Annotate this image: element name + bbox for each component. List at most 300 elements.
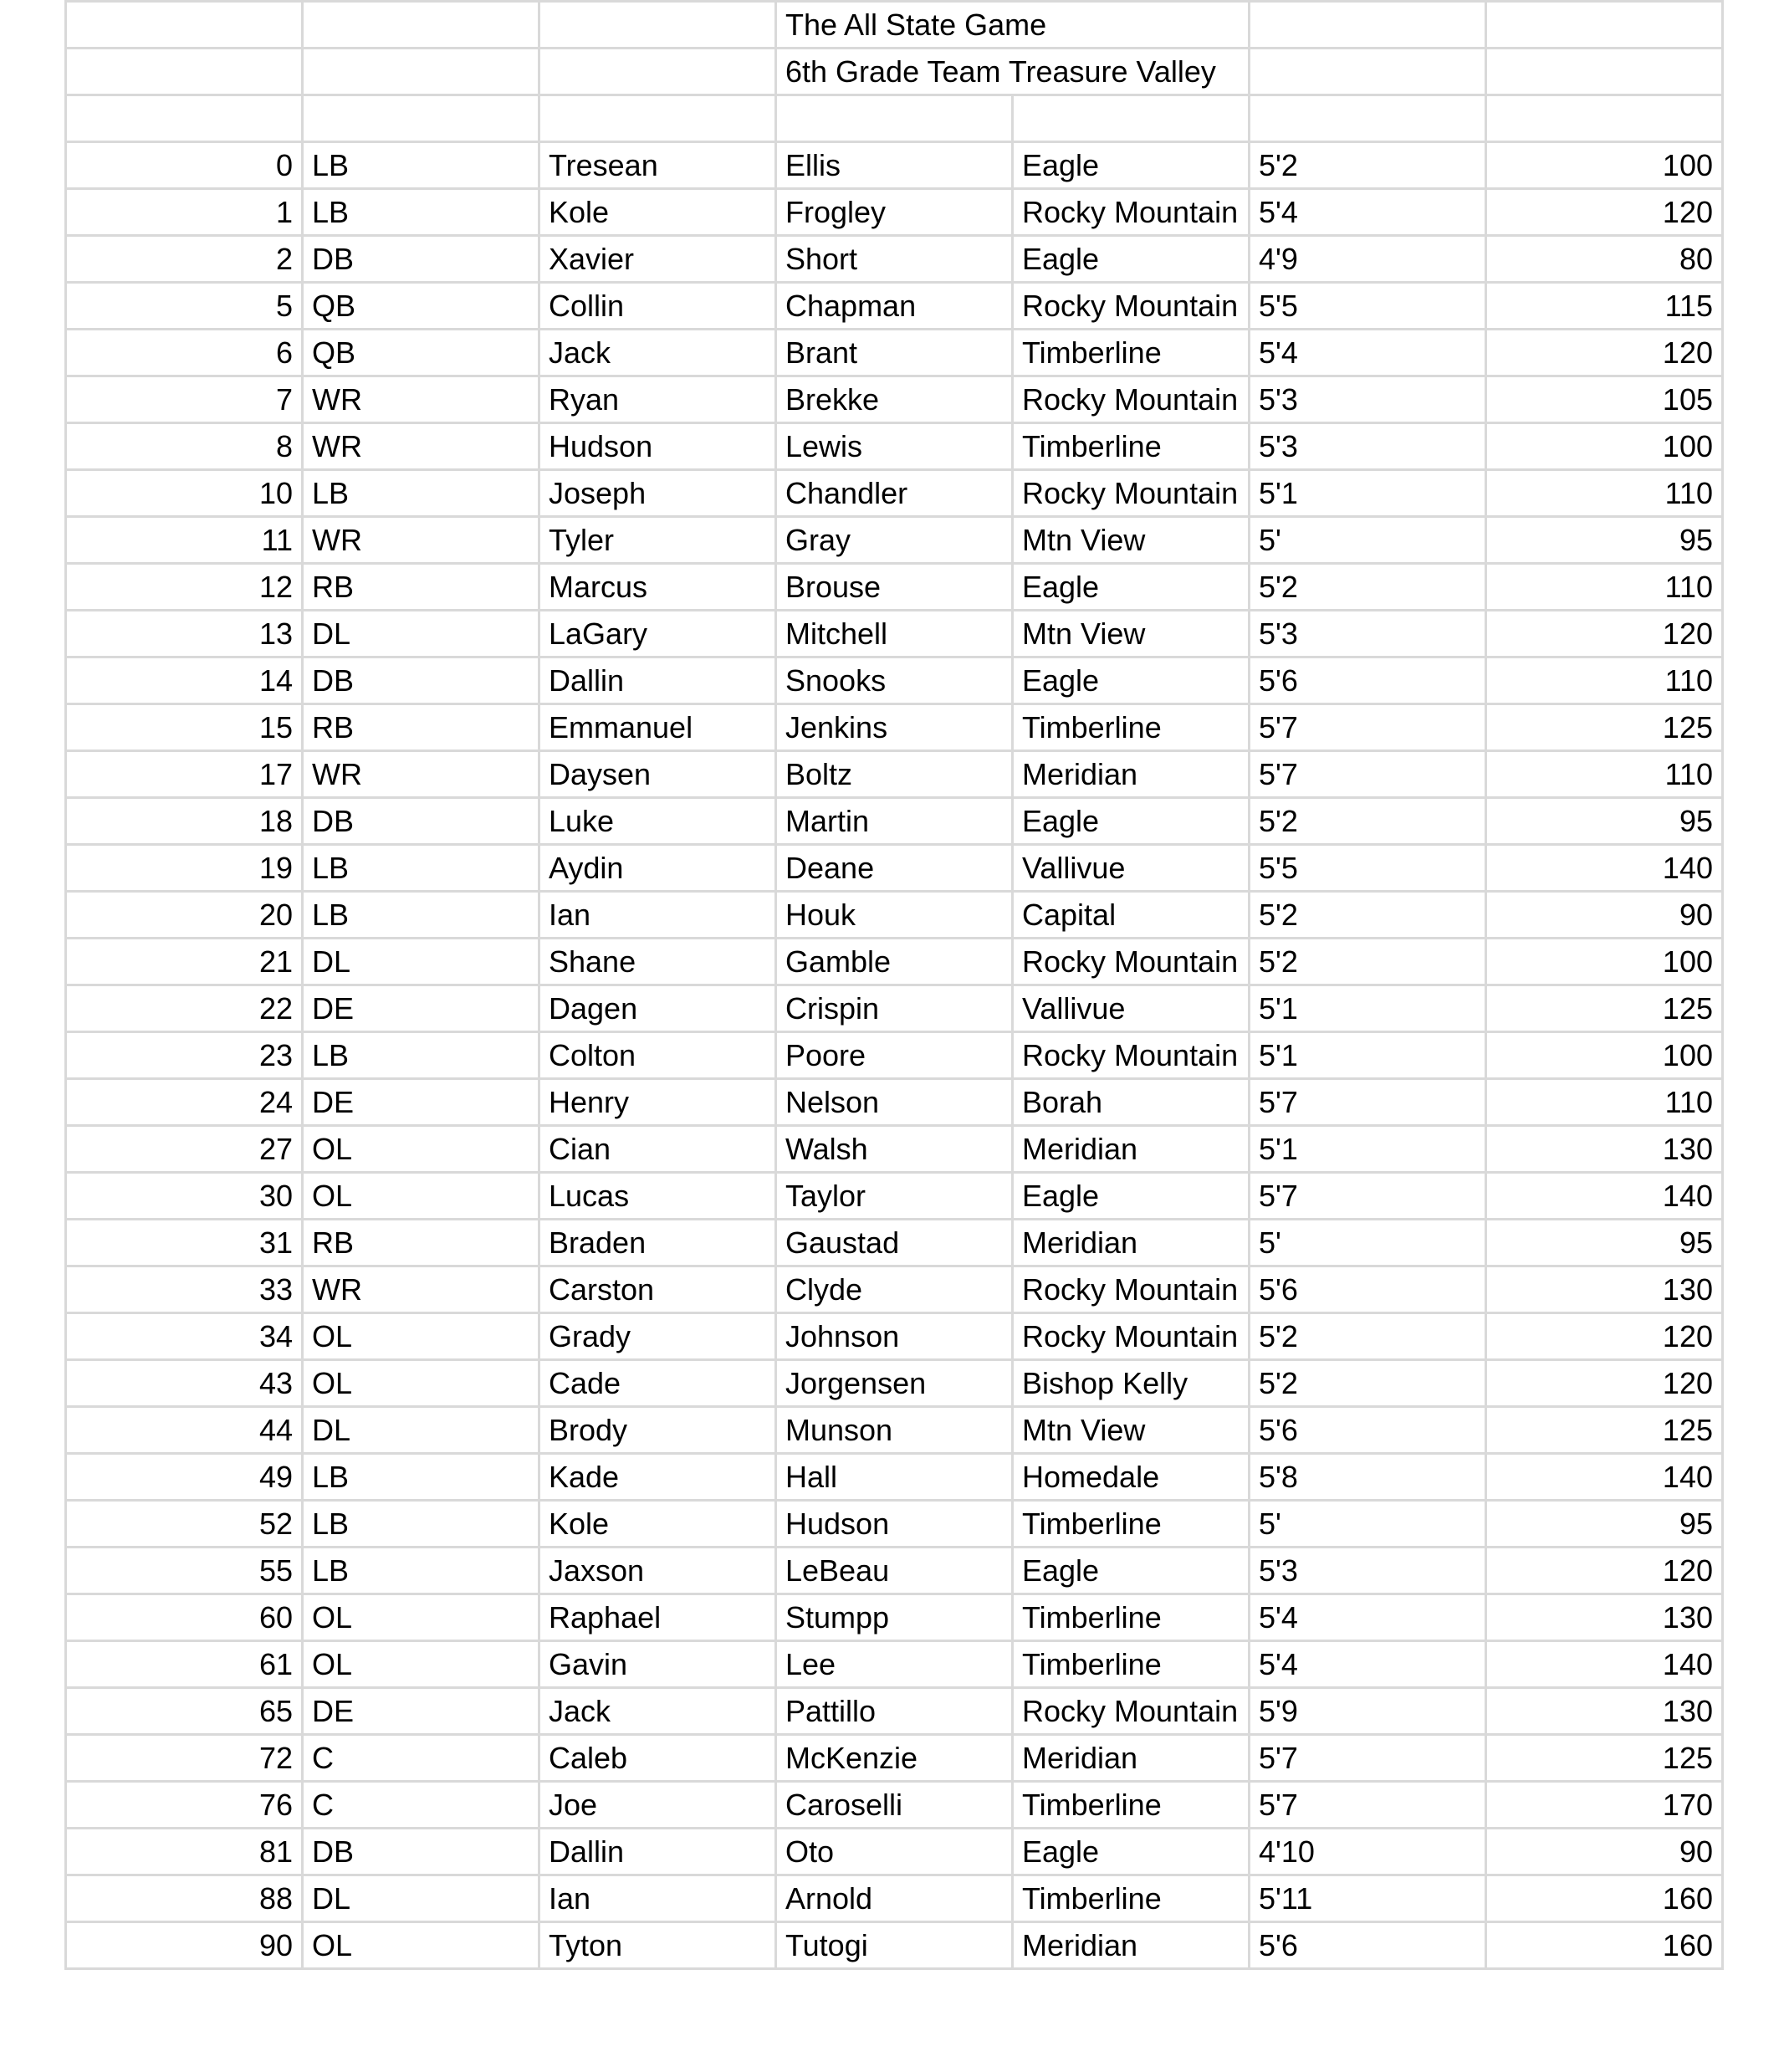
cell-school[interactable]: Meridian (1013, 1220, 1250, 1266)
cell-first-name[interactable]: Tresean (539, 142, 776, 189)
cell-last-name[interactable]: LeBeau (776, 1548, 1013, 1594)
cell-first-name[interactable]: Kole (539, 189, 776, 236)
cell-school[interactable]: Eagle (1013, 657, 1250, 704)
cell-first-name[interactable]: Marcus (539, 564, 776, 611)
cell-weight[interactable]: 90 (1486, 1829, 1723, 1875)
cell-first-name[interactable]: Joseph (539, 470, 776, 517)
cell-weight[interactable]: 140 (1486, 1173, 1723, 1220)
cell-jersey-number[interactable]: 2 (66, 236, 303, 283)
cell-last-name[interactable]: Chandler (776, 470, 1013, 517)
cell-weight[interactable]: 95 (1486, 1501, 1723, 1548)
cell-school[interactable]: Vallivue (1013, 985, 1250, 1032)
cell-first-name[interactable]: Kole (539, 1501, 776, 1548)
cell-last-name[interactable]: Gamble (776, 939, 1013, 985)
cell-weight[interactable]: 125 (1486, 985, 1723, 1032)
cell-height[interactable]: 5'6 (1250, 1922, 1486, 1969)
cell-school[interactable]: Rocky Mountain (1013, 1688, 1250, 1735)
cell-last-name[interactable]: Hall (776, 1454, 1013, 1501)
cell-jersey-number[interactable]: 19 (66, 845, 303, 892)
cell-position[interactable]: LB (303, 845, 539, 892)
cell-height[interactable]: 5'3 (1250, 376, 1486, 423)
cell-jersey-number[interactable]: 13 (66, 611, 303, 657)
cell-jersey-number[interactable]: 44 (66, 1407, 303, 1454)
cell-weight[interactable]: 130 (1486, 1688, 1723, 1735)
cell[interactable] (1486, 2, 1723, 49)
cell-height[interactable]: 5'2 (1250, 939, 1486, 985)
cell-last-name[interactable]: Boltz (776, 751, 1013, 798)
cell[interactable] (1250, 95, 1486, 142)
cell-jersey-number[interactable]: 12 (66, 564, 303, 611)
cell-first-name[interactable]: Lucas (539, 1173, 776, 1220)
cell[interactable] (1250, 49, 1486, 95)
cell-weight[interactable]: 140 (1486, 845, 1723, 892)
cell-school[interactable]: Mtn View (1013, 611, 1250, 657)
cell-position[interactable]: WR (303, 517, 539, 564)
cell-school[interactable]: Rocky Mountain (1013, 189, 1250, 236)
cell[interactable] (539, 49, 776, 95)
cell-first-name[interactable]: Raphael (539, 1594, 776, 1641)
cell-last-name[interactable]: Brekke (776, 376, 1013, 423)
table-row (66, 330, 1723, 376)
cell-weight[interactable]: 95 (1486, 1220, 1723, 1266)
cell-jersey-number[interactable]: 23 (66, 1032, 303, 1079)
cell-position[interactable]: OL (303, 1922, 539, 1969)
cell-position[interactable]: DB (303, 236, 539, 283)
sheet-subtitle[interactable]: 6th Grade Team Treasure Valley (776, 49, 1250, 95)
cell-first-name[interactable]: Xavier (539, 236, 776, 283)
cell-last-name[interactable]: McKenzie (776, 1735, 1013, 1782)
table-row (66, 1032, 1723, 1079)
cell-first-name[interactable]: Ryan (539, 376, 776, 423)
cell-jersey-number[interactable]: 33 (66, 1266, 303, 1313)
cell-school[interactable]: Timberline (1013, 1594, 1250, 1641)
cell-last-name[interactable]: Chapman (776, 283, 1013, 330)
cell-height[interactable]: 4'9 (1250, 236, 1486, 283)
cell-height[interactable]: 5'2 (1250, 798, 1486, 845)
cell[interactable] (539, 2, 776, 49)
cell-weight[interactable]: 120 (1486, 1313, 1723, 1360)
cell-jersey-number[interactable]: 18 (66, 798, 303, 845)
cell-school[interactable]: Mtn View (1013, 1407, 1250, 1454)
cell-position[interactable]: LB (303, 1454, 539, 1501)
cell-last-name[interactable]: Walsh (776, 1126, 1013, 1173)
cell-first-name[interactable]: Gavin (539, 1641, 776, 1688)
cell-school[interactable]: Rocky Mountain (1013, 283, 1250, 330)
cell-last-name[interactable]: Poore (776, 1032, 1013, 1079)
cell-school[interactable]: Homedale (1013, 1454, 1250, 1501)
cell-position[interactable]: LB (303, 470, 539, 517)
cell-first-name[interactable]: Cade (539, 1360, 776, 1407)
cell-height[interactable]: 5'9 (1250, 1688, 1486, 1735)
cell-last-name[interactable]: Brant (776, 330, 1013, 376)
cell[interactable] (303, 2, 539, 49)
cell-jersey-number[interactable]: 88 (66, 1875, 303, 1922)
cell-school[interactable]: Timberline (1013, 1641, 1250, 1688)
cell-position[interactable]: WR (303, 423, 539, 470)
cell-height[interactable]: 5'3 (1250, 611, 1486, 657)
cell-position[interactable]: LB (303, 892, 539, 939)
cell-school[interactable]: Vallivue (1013, 845, 1250, 892)
cell-height[interactable]: 5'1 (1250, 1032, 1486, 1079)
cell-first-name[interactable]: Shane (539, 939, 776, 985)
cell-first-name[interactable]: Ian (539, 1875, 776, 1922)
cell-last-name[interactable]: Ellis (776, 142, 1013, 189)
cell-jersey-number[interactable]: 76 (66, 1782, 303, 1829)
cell-height[interactable]: 5'7 (1250, 1782, 1486, 1829)
cell-first-name[interactable]: Daysen (539, 751, 776, 798)
cell-position[interactable]: DL (303, 611, 539, 657)
cell[interactable] (1486, 49, 1723, 95)
cell-weight[interactable]: 140 (1486, 1641, 1723, 1688)
cell-school[interactable]: Mtn View (1013, 517, 1250, 564)
cell-height[interactable]: 5'2 (1250, 892, 1486, 939)
cell-last-name[interactable]: Mitchell (776, 611, 1013, 657)
cell-last-name[interactable]: Houk (776, 892, 1013, 939)
cell-height[interactable]: 5'7 (1250, 1735, 1486, 1782)
cell-jersey-number[interactable]: 65 (66, 1688, 303, 1735)
cell-jersey-number[interactable]: 27 (66, 1126, 303, 1173)
cell-weight[interactable]: 95 (1486, 798, 1723, 845)
cell[interactable] (539, 95, 776, 142)
table-row (66, 1454, 1723, 1501)
cell-height[interactable]: 5'7 (1250, 1173, 1486, 1220)
cell-jersey-number[interactable]: 6 (66, 330, 303, 376)
cell-last-name[interactable]: Jenkins (776, 704, 1013, 751)
cell-first-name[interactable]: Aydin (539, 845, 776, 892)
cell-last-name[interactable]: Short (776, 236, 1013, 283)
cell-jersey-number[interactable]: 90 (66, 1922, 303, 1969)
cell[interactable] (303, 49, 539, 95)
cell-weight[interactable]: 110 (1486, 470, 1723, 517)
cell-first-name[interactable]: Jaxson (539, 1548, 776, 1594)
cell-height[interactable]: 5' (1250, 1220, 1486, 1266)
cell-jersey-number[interactable]: 55 (66, 1548, 303, 1594)
cell-weight[interactable]: 90 (1486, 892, 1723, 939)
cell-height[interactable]: 5'2 (1250, 142, 1486, 189)
cell-first-name[interactable]: Ian (539, 892, 776, 939)
cell-school[interactable]: Eagle (1013, 236, 1250, 283)
cell-position[interactable]: DB (303, 1829, 539, 1875)
cell-jersey-number[interactable]: 10 (66, 470, 303, 517)
cell-position[interactable]: WR (303, 376, 539, 423)
cell-position[interactable]: LB (303, 1032, 539, 1079)
cell-position[interactable]: DB (303, 798, 539, 845)
cell-weight[interactable]: 110 (1486, 657, 1723, 704)
cell-school[interactable]: Rocky Mountain (1013, 1032, 1250, 1079)
cell-position[interactable]: DE (303, 1688, 539, 1735)
cell-position[interactable]: WR (303, 1266, 539, 1313)
cell-jersey-number[interactable]: 1 (66, 189, 303, 236)
cell-jersey-number[interactable]: 7 (66, 376, 303, 423)
cell-position[interactable]: DE (303, 1079, 539, 1126)
cell-jersey-number[interactable]: 52 (66, 1501, 303, 1548)
cell-jersey-number[interactable]: 8 (66, 423, 303, 470)
cell-weight[interactable]: 110 (1486, 564, 1723, 611)
cell-position[interactable]: DB (303, 657, 539, 704)
cell-jersey-number[interactable]: 22 (66, 985, 303, 1032)
cell-first-name[interactable]: Hudson (539, 423, 776, 470)
table-row (66, 1220, 1723, 1266)
cell-height[interactable]: 5' (1250, 1501, 1486, 1548)
cell-weight[interactable]: 160 (1486, 1875, 1723, 1922)
cell-height[interactable]: 5'4 (1250, 1594, 1486, 1641)
cell-height[interactable]: 5'3 (1250, 423, 1486, 470)
cell-last-name[interactable]: Taylor (776, 1173, 1013, 1220)
cell-height[interactable]: 4'10 (1250, 1829, 1486, 1875)
cell-weight[interactable]: 170 (1486, 1782, 1723, 1829)
cell-first-name[interactable]: Jack (539, 1688, 776, 1735)
cell-jersey-number[interactable]: 5 (66, 283, 303, 330)
cell-position[interactable]: QB (303, 283, 539, 330)
cell-first-name[interactable]: Joe (539, 1782, 776, 1829)
cell-school[interactable]: Timberline (1013, 423, 1250, 470)
cell-jersey-number[interactable]: 15 (66, 704, 303, 751)
cell-height[interactable]: 5'4 (1250, 1641, 1486, 1688)
cell-weight[interactable]: 125 (1486, 704, 1723, 751)
cell-weight[interactable]: 130 (1486, 1126, 1723, 1173)
cell-first-name[interactable]: Dagen (539, 985, 776, 1032)
cell-first-name[interactable]: Tyler (539, 517, 776, 564)
cell-weight[interactable]: 120 (1486, 189, 1723, 236)
cell-jersey-number[interactable]: 43 (66, 1360, 303, 1407)
cell-weight[interactable]: 110 (1486, 751, 1723, 798)
cell-last-name[interactable]: Tutogi (776, 1922, 1013, 1969)
cell-last-name[interactable]: Clyde (776, 1266, 1013, 1313)
cell-jersey-number[interactable]: 0 (66, 142, 303, 189)
cell-height[interactable]: 5'2 (1250, 1313, 1486, 1360)
cell-school[interactable]: Rocky Mountain (1013, 376, 1250, 423)
cell-first-name[interactable]: Cian (539, 1126, 776, 1173)
cell-last-name[interactable]: Arnold (776, 1875, 1013, 1922)
cell-position[interactable]: LB (303, 142, 539, 189)
cell-school[interactable]: Bishop Kelly (1013, 1360, 1250, 1407)
cell-school[interactable]: Timberline (1013, 1875, 1250, 1922)
cell-weight[interactable]: 95 (1486, 517, 1723, 564)
cell-first-name[interactable]: Colton (539, 1032, 776, 1079)
cell-school[interactable]: Rocky Mountain (1013, 939, 1250, 985)
cell[interactable] (1486, 95, 1723, 142)
cell-school[interactable]: Eagle (1013, 1829, 1250, 1875)
table-row (66, 470, 1723, 517)
cell-school[interactable]: Eagle (1013, 1173, 1250, 1220)
cell-weight[interactable]: 115 (1486, 283, 1723, 330)
table-row (66, 423, 1723, 470)
cell-height[interactable]: 5'5 (1250, 845, 1486, 892)
cell-school[interactable]: Timberline (1013, 1782, 1250, 1829)
cell-position[interactable]: LB (303, 189, 539, 236)
cell[interactable] (66, 49, 303, 95)
cell-jersey-number[interactable]: 14 (66, 657, 303, 704)
cell-last-name[interactable]: Snooks (776, 657, 1013, 704)
cell-last-name[interactable]: Brouse (776, 564, 1013, 611)
cell-first-name[interactable]: Caleb (539, 1735, 776, 1782)
cell-height[interactable]: 5'2 (1250, 1360, 1486, 1407)
cell-school[interactable]: Capital (1013, 892, 1250, 939)
cell-jersey-number[interactable]: 11 (66, 517, 303, 564)
cell-position[interactable]: OL (303, 1641, 539, 1688)
cell-height[interactable]: 5'4 (1250, 330, 1486, 376)
cell-weight[interactable]: 100 (1486, 142, 1723, 189)
cell-height[interactable]: 5'1 (1250, 470, 1486, 517)
table-row (66, 1875, 1723, 1922)
cell-position[interactable]: C (303, 1735, 539, 1782)
cell-position[interactable]: RB (303, 704, 539, 751)
sheet-title[interactable]: The All State Game (776, 2, 1250, 49)
cell-jersey-number[interactable]: 81 (66, 1829, 303, 1875)
cell-last-name[interactable]: Deane (776, 845, 1013, 892)
cell-first-name[interactable]: Grady (539, 1313, 776, 1360)
cell-position[interactable]: LB (303, 1501, 539, 1548)
cell-position[interactable]: WR (303, 751, 539, 798)
cell-first-name[interactable]: Brody (539, 1407, 776, 1454)
cell-school[interactable]: Meridian (1013, 1735, 1250, 1782)
cell-position[interactable]: OL (303, 1313, 539, 1360)
cell-weight[interactable]: 120 (1486, 330, 1723, 376)
cell-height[interactable]: 5'6 (1250, 1407, 1486, 1454)
cell-school[interactable]: Rocky Mountain (1013, 1313, 1250, 1360)
cell-school[interactable]: Meridian (1013, 1126, 1250, 1173)
cell-last-name[interactable]: Gaustad (776, 1220, 1013, 1266)
cell-last-name[interactable]: Nelson (776, 1079, 1013, 1126)
cell[interactable] (303, 95, 539, 142)
cell-height[interactable]: 5' (1250, 517, 1486, 564)
cell-first-name[interactable]: Braden (539, 1220, 776, 1266)
cell-jersey-number[interactable]: 24 (66, 1079, 303, 1126)
cell[interactable] (1013, 95, 1250, 142)
cell-position[interactable]: DL (303, 939, 539, 985)
cell-last-name[interactable]: Pattillo (776, 1688, 1013, 1735)
cell-weight[interactable]: 130 (1486, 1594, 1723, 1641)
cell-height[interactable]: 5'7 (1250, 704, 1486, 751)
cell-position[interactable]: OL (303, 1360, 539, 1407)
cell-last-name[interactable]: Frogley (776, 189, 1013, 236)
cell-school[interactable]: Timberline (1013, 704, 1250, 751)
cell-last-name[interactable]: Munson (776, 1407, 1013, 1454)
cell-first-name[interactable]: Tyton (539, 1922, 776, 1969)
cell-weight[interactable]: 130 (1486, 1266, 1723, 1313)
cell-height[interactable]: 5'11 (1250, 1875, 1486, 1922)
cell-height[interactable]: 5'4 (1250, 189, 1486, 236)
cell-school[interactable]: Borah (1013, 1079, 1250, 1126)
cell-last-name[interactable]: Caroselli (776, 1782, 1013, 1829)
cell-school[interactable]: Rocky Mountain (1013, 1266, 1250, 1313)
cell-last-name[interactable]: Gray (776, 517, 1013, 564)
cell-position[interactable]: OL (303, 1126, 539, 1173)
cell-weight[interactable]: 160 (1486, 1922, 1723, 1969)
cell-height[interactable]: 5'8 (1250, 1454, 1486, 1501)
cell-weight[interactable]: 100 (1486, 423, 1723, 470)
cell-weight[interactable]: 140 (1486, 1454, 1723, 1501)
cell-first-name[interactable]: LaGary (539, 611, 776, 657)
cell-first-name[interactable]: Jack (539, 330, 776, 376)
cell-jersey-number[interactable]: 31 (66, 1220, 303, 1266)
cell-school[interactable]: Eagle (1013, 798, 1250, 845)
cell-height[interactable]: 5'7 (1250, 751, 1486, 798)
cell-last-name[interactable]: Hudson (776, 1501, 1013, 1548)
cell-school[interactable]: Eagle (1013, 564, 1250, 611)
cell-position[interactable]: DL (303, 1875, 539, 1922)
cell-last-name[interactable]: Lewis (776, 423, 1013, 470)
cell-position[interactable]: LB (303, 1548, 539, 1594)
cell-first-name[interactable]: Luke (539, 798, 776, 845)
cell-height[interactable]: 5'2 (1250, 564, 1486, 611)
cell-jersey-number[interactable]: 72 (66, 1735, 303, 1782)
cell-last-name[interactable]: Johnson (776, 1313, 1013, 1360)
cell-height[interactable]: 5'6 (1250, 657, 1486, 704)
cell-first-name[interactable]: Carston (539, 1266, 776, 1313)
cell-school[interactable]: Eagle (1013, 1548, 1250, 1594)
cell-first-name[interactable]: Dallin (539, 1829, 776, 1875)
cell-height[interactable]: 5'3 (1250, 1548, 1486, 1594)
cell-weight[interactable]: 120 (1486, 1548, 1723, 1594)
cell-school[interactable]: Eagle (1013, 142, 1250, 189)
cell-school[interactable]: Meridian (1013, 1922, 1250, 1969)
cell-position[interactable]: DL (303, 1407, 539, 1454)
cell-last-name[interactable]: Martin (776, 798, 1013, 845)
cell-jersey-number[interactable]: 61 (66, 1641, 303, 1688)
cell-jersey-number[interactable]: 17 (66, 751, 303, 798)
cell-weight[interactable]: 100 (1486, 1032, 1723, 1079)
cell-jersey-number[interactable]: 49 (66, 1454, 303, 1501)
cell-weight[interactable]: 120 (1486, 611, 1723, 657)
cell-school[interactable]: Meridian (1013, 751, 1250, 798)
cell[interactable] (66, 95, 303, 142)
cell-jersey-number[interactable]: 20 (66, 892, 303, 939)
cell-jersey-number[interactable]: 60 (66, 1594, 303, 1641)
cell-weight[interactable]: 110 (1486, 1079, 1723, 1126)
cell-height[interactable]: 5'6 (1250, 1266, 1486, 1313)
cell-weight[interactable]: 125 (1486, 1735, 1723, 1782)
cell-position[interactable]: QB (303, 330, 539, 376)
cell-school[interactable]: Rocky Mountain (1013, 470, 1250, 517)
cell-position[interactable]: RB (303, 564, 539, 611)
cell-last-name[interactable]: Jorgensen (776, 1360, 1013, 1407)
cell-last-name[interactable]: Stumpp (776, 1594, 1013, 1641)
cell-weight[interactable]: 100 (1486, 939, 1723, 985)
cell[interactable] (66, 2, 303, 49)
cell-position[interactable]: DE (303, 985, 539, 1032)
cell-first-name[interactable]: Emmanuel (539, 704, 776, 751)
cell-jersey-number[interactable]: 34 (66, 1313, 303, 1360)
cell-school[interactable]: Timberline (1013, 330, 1250, 376)
cell-jersey-number[interactable]: 30 (66, 1173, 303, 1220)
cell-position[interactable]: OL (303, 1594, 539, 1641)
cell-position[interactable]: C (303, 1782, 539, 1829)
cell-position[interactable]: OL (303, 1173, 539, 1220)
cell-last-name[interactable]: Crispin (776, 985, 1013, 1032)
cell-first-name[interactable]: Henry (539, 1079, 776, 1126)
cell-weight[interactable]: 80 (1486, 236, 1723, 283)
cell-school[interactable]: Timberline (1013, 1501, 1250, 1548)
cell-position[interactable]: RB (303, 1220, 539, 1266)
cell-height[interactable]: 5'5 (1250, 283, 1486, 330)
cell-last-name[interactable]: Lee (776, 1641, 1013, 1688)
cell-weight[interactable]: 120 (1486, 1360, 1723, 1407)
cell-last-name[interactable]: Oto (776, 1829, 1013, 1875)
cell-first-name[interactable]: Collin (539, 283, 776, 330)
cell-weight[interactable]: 125 (1486, 1407, 1723, 1454)
cell-weight[interactable]: 105 (1486, 376, 1723, 423)
cell-height[interactable]: 5'7 (1250, 1079, 1486, 1126)
table-row (66, 1126, 1723, 1173)
cell[interactable] (1250, 2, 1486, 49)
cell[interactable] (776, 95, 1013, 142)
cell-height[interactable]: 5'1 (1250, 1126, 1486, 1173)
cell-jersey-number[interactable]: 21 (66, 939, 303, 985)
cell-height[interactable]: 5'1 (1250, 985, 1486, 1032)
cell-first-name[interactable]: Dallin (539, 657, 776, 704)
cell-first-name[interactable]: Kade (539, 1454, 776, 1501)
